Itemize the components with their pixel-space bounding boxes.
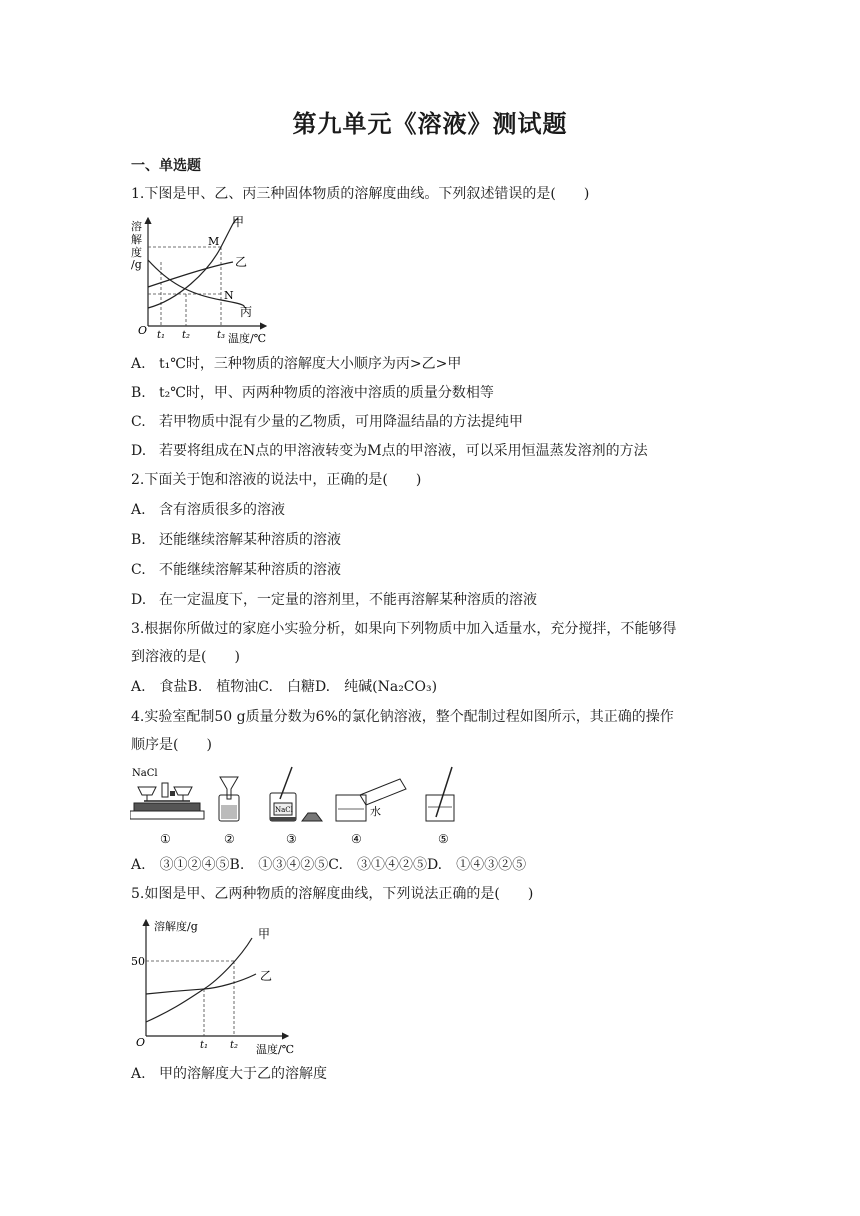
q4-options: A. ③①②④⑤B. ①③④②⑤C. ③①④②⑤D. ①④③②⑤ <box>131 857 527 873</box>
q1-option-a: A. t₁℃时，三种物质的溶解度大小顺序为丙>乙>甲 <box>131 356 462 372</box>
stirring-beaker <box>426 767 454 846</box>
curve-jia <box>146 938 252 1022</box>
origin-label: O <box>138 324 148 337</box>
tick-t2: t₂ <box>182 330 191 341</box>
step-5: ⑤ <box>438 832 449 846</box>
question-2-stem: 2.下面关于饱和溶液的说法中，正确的是( ) <box>131 472 422 488</box>
x-axis-label: 温度/℃ <box>228 332 267 345</box>
nacl-bottle-label: NaCl <box>275 806 293 814</box>
question-3-stem-line-1: 3.根据你所做过的家庭小实验分析，如果向下列物质中加入适量水，充分搅拌，不能够得 <box>131 621 677 637</box>
origin-label: O <box>136 1036 146 1049</box>
question-4-procedure-figure <box>130 765 470 847</box>
q2-option-d: D. 在一定温度下，一定量的溶剂里，不能再溶解某种溶质的溶液 <box>131 592 537 608</box>
question-4-stem-line-1: 4.实验室配制50 g质量分数为6%的氯化钠溶液，整个配制过程如图所示，其正确的操作 <box>131 709 674 725</box>
q1-option-b: B. t₂℃时，甲、丙两种物质的溶液中溶质的质量分数相等 <box>131 385 494 401</box>
y-label-3: 度 <box>131 246 142 259</box>
question-1-stem: 1.下图是甲、乙、丙三种固体物质的溶解度曲线。下列叙述错误的是( ) <box>131 186 590 202</box>
question-1-solubility-figure <box>128 212 278 346</box>
question-4-stem-line-2: 顺序是( ) <box>131 737 212 753</box>
x-axis-label: 温度/℃ <box>256 1043 295 1056</box>
q3-options: A. 食盐B. 植物油C. 白糖D. 纯碱(Na₂CO₃) <box>131 679 438 695</box>
question-5-stem: 5.如图是甲、乙两种物质的溶解度曲线，下列说法正确的是( ) <box>131 886 534 902</box>
label-jia: 甲 <box>258 927 271 941</box>
tick-t3: t₃ <box>217 330 226 341</box>
label-yi: 乙 <box>235 255 248 269</box>
q1-option-c: C. 若甲物质中混有少量的乙物质，可用降温结晶的方法提纯甲 <box>131 414 523 430</box>
y-label-4: /g <box>131 258 142 271</box>
y-tick-50: 50 <box>131 955 145 968</box>
q2-option-a: A. 含有溶质很多的溶液 <box>131 502 285 518</box>
page-title: 第九单元《溶液》测试题 <box>292 110 568 138</box>
q1-option-d: D. 若要将组成在N点的甲溶液转变为M点的甲溶液，可以采用恒温蒸发溶剂的方法 <box>131 443 648 459</box>
step-1: ① <box>160 832 171 846</box>
y-axis-label: 溶解度/g <box>154 920 198 933</box>
y-label-2: 解 <box>131 233 142 246</box>
label-M: M <box>208 235 220 248</box>
q2-option-b: B. 还能继续溶解某种溶质的溶液 <box>131 532 341 548</box>
label-yi: 乙 <box>260 969 273 983</box>
y-label-1: 溶 <box>131 220 142 233</box>
reagent-bottle <box>270 767 322 846</box>
q2-option-c: C. 不能继续溶解某种溶质的溶液 <box>131 562 341 578</box>
funnel-apparatus <box>219 777 239 846</box>
step-3: ③ <box>286 832 297 846</box>
step-4: ④ <box>351 832 362 846</box>
label-bing: 丙 <box>240 305 253 319</box>
label-jia: 甲 <box>232 215 245 229</box>
balance-apparatus <box>130 768 204 846</box>
label-N: N <box>224 289 234 302</box>
water-label: 水 <box>370 805 381 818</box>
section-heading: 一、单选题 <box>131 158 201 174</box>
question-3-stem-line-2: 到溶液的是( ) <box>131 649 240 665</box>
q5-option-a: A. 甲的溶解度大于乙的溶解度 <box>131 1066 327 1082</box>
step-2: ② <box>224 832 235 846</box>
tick-t2: t₂ <box>230 1040 239 1051</box>
pouring-water <box>336 779 406 846</box>
tick-t1: t₁ <box>157 330 166 341</box>
question-5-solubility-figure <box>130 914 300 1056</box>
nacl-label: NaCl <box>132 768 158 779</box>
tick-t1: t₁ <box>200 1040 209 1051</box>
